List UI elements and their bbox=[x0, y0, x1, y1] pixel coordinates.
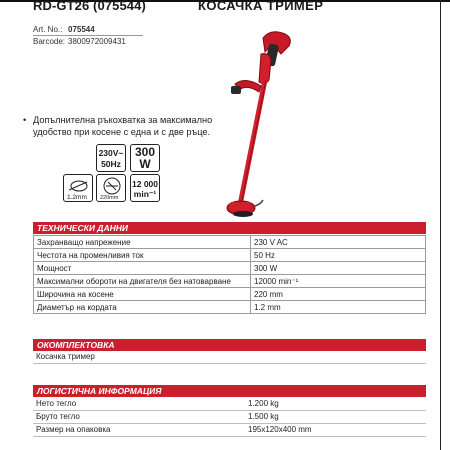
spec-value: 220 mm bbox=[251, 288, 426, 301]
spec-label: Максимални обороти на двигателя без натоварване bbox=[34, 275, 251, 288]
art-no-label: Art. No.: bbox=[33, 25, 63, 34]
kit-section-header: ОКОМПЛЕКТОВКА bbox=[33, 339, 426, 351]
logistics-value: 195x120x400 mm bbox=[248, 425, 312, 434]
logistics-section-header: ЛОГИСТИЧНА ИНФОРМАЦИЯ bbox=[33, 385, 426, 397]
spec-value: 300 W bbox=[251, 262, 426, 275]
rpm-unit: min⁻¹ bbox=[133, 189, 157, 199]
table-row bbox=[34, 275, 426, 288]
spec-label: Честота на променливия ток bbox=[34, 249, 251, 262]
voltage-value: 230V~ bbox=[98, 148, 124, 158]
power-unit: W bbox=[139, 157, 151, 171]
spec-value: 50 Hz bbox=[251, 249, 426, 262]
bullet-icon: • bbox=[23, 115, 27, 125]
spec-value: 12000 min⁻¹ bbox=[251, 275, 426, 288]
product-title: КОСАЧКА ТРИМЕР bbox=[198, 0, 324, 13]
right-edge-line bbox=[440, 0, 441, 450]
spec-label: Широчина на косене bbox=[34, 288, 251, 301]
cutting-width-value: 220mm bbox=[100, 195, 119, 201]
logistics-list bbox=[33, 398, 426, 437]
table-row bbox=[34, 262, 426, 275]
spec-label: Мощност bbox=[34, 262, 251, 275]
logistics-value: 1.200 kg bbox=[248, 399, 279, 408]
spec-value: 230 V AC bbox=[251, 236, 426, 249]
logistics-label: Нето тегло bbox=[36, 399, 77, 408]
logistics-label: Размер на опаковка bbox=[36, 425, 111, 434]
logistics-value: 1.500 kg bbox=[248, 412, 279, 421]
table-row bbox=[34, 288, 426, 301]
rpm-icon bbox=[130, 174, 160, 202]
voltage-icon bbox=[96, 144, 126, 172]
cord-spool-icon bbox=[65, 177, 93, 195]
spec-label: Захранващо напрежение bbox=[34, 236, 251, 249]
feature-bullet bbox=[23, 114, 243, 138]
list-item: Косачка тример bbox=[33, 351, 426, 364]
tech-table bbox=[33, 235, 426, 314]
spec-label: Диаметър на кордата bbox=[34, 301, 251, 314]
table-row bbox=[34, 249, 426, 262]
model-number: RD-GT26 (075544) bbox=[33, 0, 146, 13]
cutting-circle-icon bbox=[98, 176, 126, 196]
rpm-value: 12 000 bbox=[132, 179, 158, 189]
frequency-value: 50Hz bbox=[101, 159, 121, 169]
spec-value: 1.2 mm bbox=[251, 301, 426, 314]
table-row bbox=[33, 424, 426, 437]
tech-section-header: ТЕХНИЧЕСКИ ДАННИ bbox=[33, 222, 426, 234]
power-value: 300 bbox=[134, 145, 156, 159]
barcode-label: Barcode: bbox=[33, 37, 66, 46]
art-no-value: 075544 bbox=[68, 25, 95, 34]
cord-diameter-icon bbox=[63, 174, 93, 202]
feature-text: Допълнителна ръкохватка за максимално удобство при косене с една и с две ръце. bbox=[33, 115, 213, 137]
cutting-width-icon bbox=[96, 174, 126, 202]
logistics-label: Бруто тегло bbox=[36, 412, 80, 421]
kit-list bbox=[33, 351, 426, 364]
table-row bbox=[34, 236, 426, 249]
power-icon bbox=[130, 144, 160, 172]
table-row bbox=[33, 398, 426, 411]
barcode-value: 3800972009431 bbox=[68, 37, 126, 46]
table-row bbox=[33, 411, 426, 424]
table-row bbox=[34, 301, 426, 314]
info-divider bbox=[33, 35, 143, 36]
cord-diameter-value: 1.2mm bbox=[67, 194, 87, 201]
